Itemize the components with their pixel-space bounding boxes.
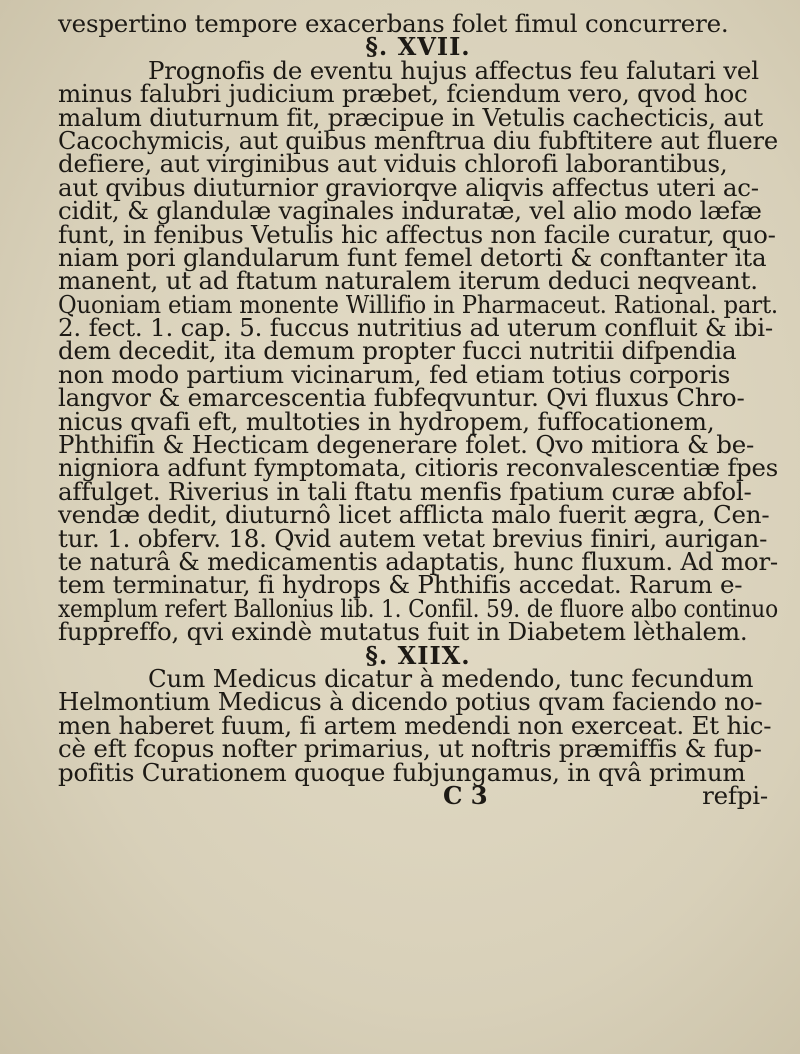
text-line: xemplum refert Ballonius lib. 1. Confil. 59. de fluore albo continuo	[58, 593, 778, 623]
text-line: niam pori glandularum funt femel detorti & conftanter ita	[58, 242, 767, 272]
text-line: non modo partium vicinarum, fed etiam totius corporis	[58, 359, 731, 389]
text-line: men haberet fuum, fi artem medendi non exerceat. Et hic-	[58, 710, 772, 740]
text-line: Quoniam etiam monente Willifio in Pharmaceut. Rational. part.	[58, 289, 778, 319]
text-line: dem decedit, ita demum propter fucci nutritii difpendia	[58, 336, 737, 366]
text-line: Cum Medicus dicatur à medendo, tunc fecundum	[148, 663, 754, 693]
text-line: malum diuturnum fit, præcipue in Vetulis cachecticis, aut	[58, 102, 764, 132]
text-line: aut qvibus diuturnior graviorqve aliqvis affectus uteri ac-	[58, 172, 759, 202]
text-line: langvor & emarcescentia fubfeqvuntur. Qvi fluxus Chro-	[58, 383, 745, 413]
text-line: defiere, aut virginibus aut viduis chlorofi laborantibus,	[58, 149, 728, 179]
text-line: cè eft fcopus nofter primarius, ut noftris præmiffis & fup-	[58, 734, 762, 764]
catchword: refpi-	[702, 780, 768, 810]
text-line: Cacochymicis, aut quibus menftrua diu fubftitere aut fluere	[58, 125, 778, 155]
text-line: nicus qvafi eft, multoties in hydropem, fuffocationem,	[58, 406, 715, 436]
text-line: tem terminatur, fi hydrops & Phthifis accedat. Rarum e-	[58, 570, 743, 600]
text-line: Phthifin & Hecticam degenerare folet. Qvo mitiora & be-	[58, 430, 755, 460]
text-line: cidit, & glandulæ vaginales induratæ, vel alio modo læfæ	[58, 196, 762, 226]
section-heading: §. XIIX.	[365, 640, 471, 670]
text-line: fuppreffo, qvi exindè mutatus fuit in Diabetem lèthalem.	[58, 617, 748, 647]
text-line: funt, in fenibus Vetulis hic affectus non facile curatur, quo-	[58, 219, 776, 249]
section-heading: §. XVII.	[365, 32, 471, 62]
text-line: Prognofis de eventu hujus affectus feu falutari vel	[148, 55, 759, 85]
text-line: te naturâ & medicamentis adaptatis, hunc fluxum. Ad mor-	[58, 546, 778, 576]
text-line: tur. 1. obferv. 18. Qvid autem vetat brevius finiri, aurigan-	[58, 523, 768, 553]
text-line: pofitis Curationem quoque fubjungamus, in qvâ primum	[58, 757, 746, 787]
text-line: manent, ut ad ftatum naturalem iterum deduci neqveant.	[58, 266, 758, 296]
text-line: vespertino tempore exacerbans folet fimul concurrere.	[58, 9, 729, 38]
text-line: Helmontium Medicus à dicendo potius qvam faciendo no-	[58, 687, 763, 717]
text-column	[58, 9, 778, 810]
text-line: 2. fect. 1. cap. 5. fuccus nutritius ad uterum confluit & ibi-	[58, 313, 773, 343]
text-line: minus falubri judicium præbet, fciendum vero, qvod hoc	[58, 79, 748, 109]
text-line: nigniora adfunt fymptomata, citioris reconvalescentiæ fpes	[58, 453, 778, 483]
text-line: affulget. Riverius in tali ftatu menfis fpatium curæ abfol-	[58, 476, 752, 506]
footer-line	[58, 780, 778, 810]
text-line: vendæ dedit, diuturnô licet afflicta malo fuerit ægra, Cen-	[58, 500, 770, 530]
signature-mark: C 3	[443, 780, 488, 810]
